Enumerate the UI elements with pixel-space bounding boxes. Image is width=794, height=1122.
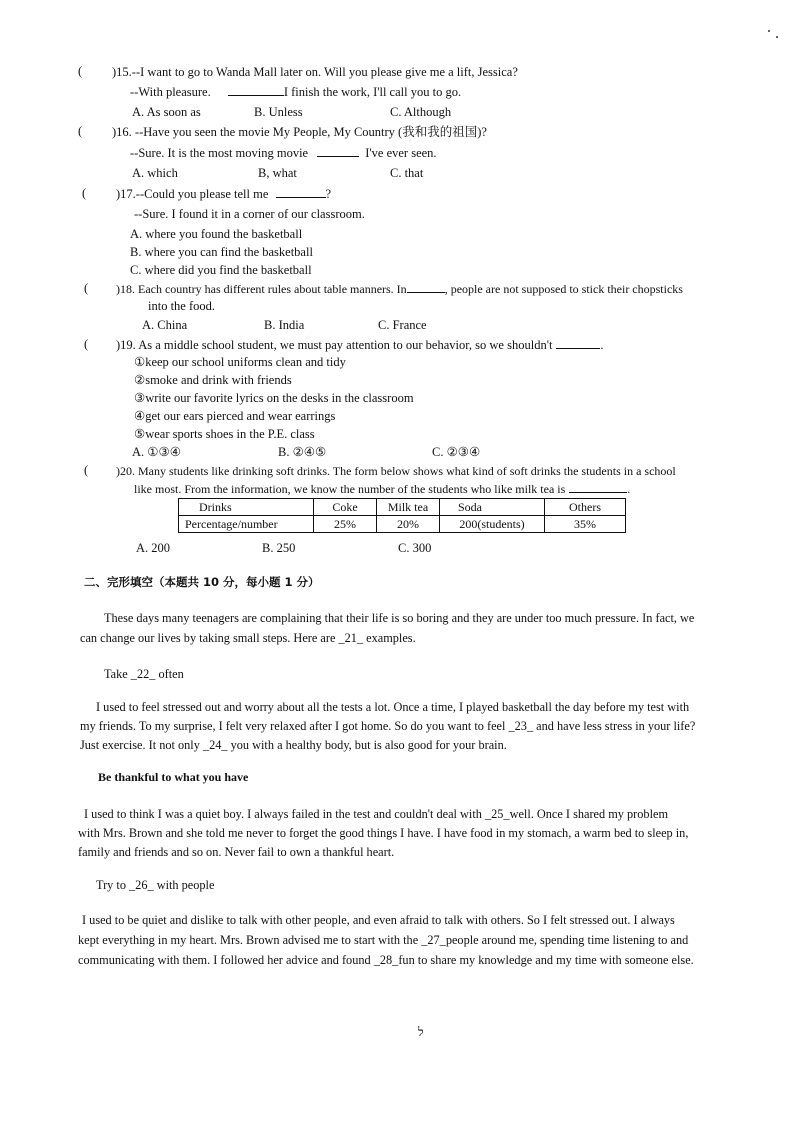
q19-stem-pre: )19. As a middle school student, we must pay attention to our behavior, so we shouldn't	[116, 338, 553, 352]
table-cell: Coke	[314, 499, 377, 516]
q19-stem-post: .	[600, 338, 604, 352]
answer-bracket[interactable]: (	[82, 186, 87, 200]
passage-p1-line2: my friends. To my surprise, I felt very relaxed after I got home. So do you want to feel _23_ and have less stress in your life?	[80, 719, 696, 733]
q19-option-b: B. ②④⑤	[278, 445, 327, 459]
q17-line2: --Sure. I found it in a corner of our classroom.	[134, 207, 365, 221]
q15-line2	[130, 84, 461, 100]
scan-speck	[776, 36, 778, 38]
passage-p2-line2: with Mrs. Brown and she told me never to forget the good things I have. I have food in my stomach, a warm bed to sleep in,	[78, 826, 689, 840]
q16-line2	[130, 145, 437, 161]
q19-item-4: ④get our ears pierced and wear earrings	[134, 409, 336, 423]
q15-line2-post: I finish the work, I'll call you to go.	[283, 85, 462, 99]
q20-line2-post: .	[627, 482, 631, 496]
passage-p2-line1: I used to think I was a quiet boy. I always failed in the test and couldn't deal with _25_well. Once I shared my problem	[84, 807, 669, 821]
q18-option-b: B. India	[264, 318, 305, 332]
passage-intro-line1: These days many teenagers are complaining that their life is so boring and they are under too much pressure. In fact, we	[104, 611, 695, 625]
table-cell: Drinks	[179, 499, 314, 516]
q15-stem: )15.--I want to go to Wanda Mall later on. Will you please give me a lift, Jessica?	[112, 65, 518, 79]
table-cell: Others	[545, 499, 626, 516]
passage-heading-2: Be thankful to what you have	[98, 770, 249, 784]
answer-blank[interactable]	[228, 84, 284, 96]
table-cell: 25%	[314, 516, 377, 533]
q20-option-b: B. 250	[262, 541, 296, 555]
q18-stem-post: , people are not supposed to stick their chopsticks	[444, 282, 683, 296]
q16-option-b: B, what	[258, 166, 297, 180]
q15-option-b: B. Unless	[254, 105, 303, 119]
answer-blank[interactable]	[569, 481, 627, 493]
q17-option-b: B. where you can find the basketball	[130, 245, 313, 259]
q19-item-3: ③write our favorite lyrics on the desks in the classroom	[134, 391, 414, 405]
passage-p3-line2: kept everything in my heart. Mrs. Brown advised me to start with the _27_people around me, spending time listening to and	[78, 933, 689, 947]
table-row	[179, 499, 626, 516]
page-number: ל	[418, 1025, 424, 1039]
q16-line2-pre: --Sure. It is the most moving movie	[130, 146, 309, 160]
q17-stem-post: ?	[325, 187, 332, 201]
q16-option-a: A. which	[132, 166, 178, 180]
table-cell: 20%	[377, 516, 440, 533]
q15-option-c: C. Although	[390, 105, 452, 119]
scan-speck	[768, 30, 770, 32]
q19-item-5: ⑤wear sports shoes in the P.E. class	[134, 427, 315, 441]
q20-option-c: C. 300	[398, 541, 432, 555]
answer-blank[interactable]	[556, 337, 600, 349]
answer-bracket[interactable]: (	[84, 337, 89, 351]
passage-heading-3: Try to _26_ with people	[96, 878, 215, 892]
q19-item-2: ②smoke and drink with friends	[134, 373, 292, 387]
q18-stem-pre: )18. Each country has different rules about table manners. In	[116, 282, 407, 296]
q17-option-a: A. where you found the basketball	[130, 227, 303, 241]
q19-option-a: A. ①③④	[132, 445, 181, 459]
passage-p3-line3: communicating with them. I followed her advice and found _28_fun to share my knowledge and my time with someone else.	[78, 953, 694, 967]
table-row	[179, 516, 626, 533]
answer-bracket[interactable]: (	[78, 124, 83, 138]
q20-option-a: A. 200	[136, 541, 171, 555]
answer-blank[interactable]	[276, 186, 326, 198]
q18-line2: into the food.	[148, 299, 216, 313]
q15-option-a: A. As soon as	[132, 105, 201, 119]
passage-p1-line3: Just exercise. It not only _24_ you with a healthy body, but is also good for your brain.	[80, 738, 507, 752]
passage-intro-line2: can change our lives by taking small steps. Here are _21_ examples.	[80, 631, 416, 645]
q19-item-1: ①keep our school uniforms clean and tidy	[134, 355, 346, 369]
q18-option-c: C. France	[378, 318, 427, 332]
q20-line2-pre: like most. From the information, we know the number of the students who like milk tea is	[134, 482, 566, 496]
table-cell: 35%	[545, 516, 626, 533]
q16-line2-post: I've ever seen.	[365, 146, 437, 160]
q20-stem: )20. Many students like drinking soft drinks. The form below shows what kind of soft drinks the students in a school	[116, 464, 676, 478]
q17-option-c: C. where did you find the basketball	[130, 263, 312, 277]
passage-heading-1: Take _22_ often	[104, 667, 184, 681]
passage-p2-line3: family and friends and so on. Never fail to own a thankful heart.	[78, 845, 395, 859]
q20-line2	[134, 481, 630, 497]
q16-stem: )16. --Have you seen the movie My People, My Country (我和我的祖国)?	[112, 125, 487, 139]
answer-bracket[interactable]: (	[78, 64, 83, 78]
q19-option-c: C. ②③④	[432, 445, 481, 459]
answer-bracket[interactable]: (	[84, 463, 89, 477]
table-cell: Soda	[440, 499, 545, 516]
table-cell: 200(students)	[440, 516, 545, 533]
q19-stem	[116, 337, 604, 353]
answer-blank[interactable]	[407, 281, 445, 293]
table-cell: Milk tea	[377, 499, 440, 516]
q15-line2-pre: --With pleasure.	[130, 85, 211, 99]
q18-stem	[116, 281, 683, 297]
section-title: 二、完形填空（本题共 10 分，每小题 1 分）	[84, 575, 320, 589]
passage-p3-line1: I used to be quiet and dislike to talk with other people, and even afraid to talk with others. So I felt stressed out. I always	[82, 913, 675, 927]
answer-blank[interactable]	[317, 145, 359, 157]
answer-bracket[interactable]: (	[84, 281, 89, 295]
q17-stem	[116, 186, 331, 202]
q17-stem-pre: )17.--Could you please tell me	[116, 187, 269, 201]
q18-option-a: A. China	[142, 318, 188, 332]
table-cell: Percentage/number	[179, 516, 314, 533]
passage-p1-line1: I used to feel stressed out and worry about all the tests a lot. Once a time, I played basketball the day before my test with	[96, 700, 690, 714]
q16-option-c: C. that	[390, 166, 424, 180]
drinks-table	[178, 498, 626, 533]
